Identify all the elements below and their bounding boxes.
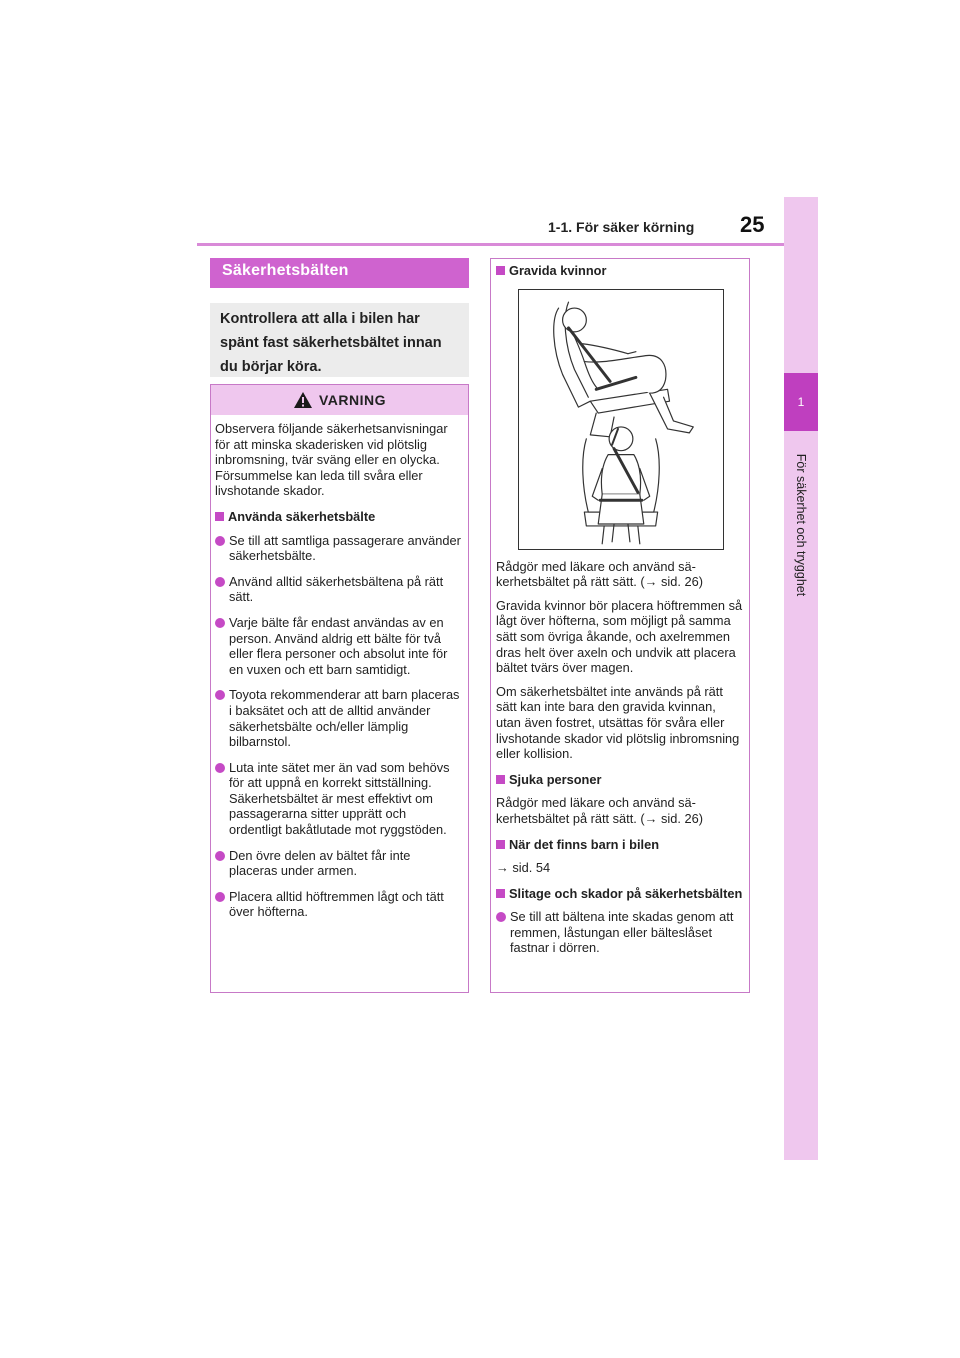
pregnant-paragraph-3: Om säkerhetsbältet inte används på rätt sätt kan inte bara den gravida kvinnan, utan även fostret, utsättas för svåra eller livshotande skador vid plötslig inbromsning eller kollision. — [496, 683, 740, 762]
list-item: Varje bälte får endast användas av en person. Använd aldrig ett bälte för två eller flera personer och absolut inte för en vuxen och ett barn samtidigt. — [215, 615, 462, 677]
warning-intro: Observera följande säkerhetsanvisningar för att minska skaderisken vid plötslig inbromsning, tvär sväng eller en olycka. Försummelse kan leda till svåra eller livshotande skador. — [215, 421, 448, 499]
list-item: Den övre delen av bältet får inte placeras under armen. — [215, 848, 462, 879]
section-heading: Säkerhetsbälten — [210, 258, 469, 288]
list-item: Luta inte sätet mer än vad som behövs för att uppnå en korrekt sittställning. Säkerhetsbältet är mest effektivt om passagerarna sitter upprätt och ordentligt bakåtlutade mot ryggstöden. — [215, 760, 462, 838]
ill-paragraph: Rådgör med läkare och använd säkerhetsbältet på rätt sätt. (→ sid. 26) — [496, 795, 703, 826]
subheading-ill: Sjuka personer — [496, 772, 743, 788]
pregnant-seatbelt-illustration — [518, 289, 724, 550]
section-title: 1-1. För säker körning — [548, 219, 695, 235]
list-item: Se till att bältena inte skadas genom att remmen, låstungan eller bälteslåset fastnar i dörren. — [496, 909, 743, 956]
list-item: Använd alltid säkerhetsbältena på rätt sätt. — [215, 574, 462, 605]
pregnant-paragraph-1: Rådgör med läkare och använd säkerhetsbältet på rätt sätt. (→ sid. 26) — [496, 558, 703, 590]
warning-title: VARNING — [318, 392, 387, 408]
list-item: Placera alltid höftremmen lågt och tätt över höfterna. — [215, 889, 462, 920]
list-item: Se till att samtliga passagerare använder säkerhetsbälte. — [215, 533, 462, 564]
subheading-wear: Slitage och skador på säkerhetsbälten — [496, 886, 743, 902]
children-reference: → sid. 54 — [496, 860, 551, 876]
warning-header — [211, 385, 468, 415]
header-divider — [197, 243, 785, 246]
chapter-label: För säkerhet och trygghet — [794, 453, 808, 597]
page-number: 25 — [740, 212, 765, 237]
pregnant-paragraph-2: Gravida kvinnor bör placera höftremmen så lågt över höfterna, som möjligt på samma sätt som övriga åkande, och axelremmen dras helt över axeln och undvik att placera bältet tvärs över magen. — [496, 597, 743, 676]
subheading-children: När det finns barn i bilen — [496, 837, 743, 853]
list-item: Toyota rekommenderar att barn placeras i baksätet och att de alltid använder säkerhetsbälte och/eller lämplig bilbarnstol. — [215, 687, 462, 749]
chapter-tab — [784, 197, 818, 1160]
warning-box — [210, 384, 469, 993]
intro-box: Kontrollera att alla i bilen har spänt fast säkerhetsbältet innan du börjar köra. — [210, 303, 469, 377]
warning-triangle-icon — [293, 391, 313, 409]
subheading-use-belt: Använda säkerhetsbälte — [215, 509, 462, 525]
subheading-pregnant: Gravida kvinnor — [496, 263, 743, 279]
chapter-number: 1 — [784, 373, 818, 431]
info-box — [490, 258, 750, 993]
